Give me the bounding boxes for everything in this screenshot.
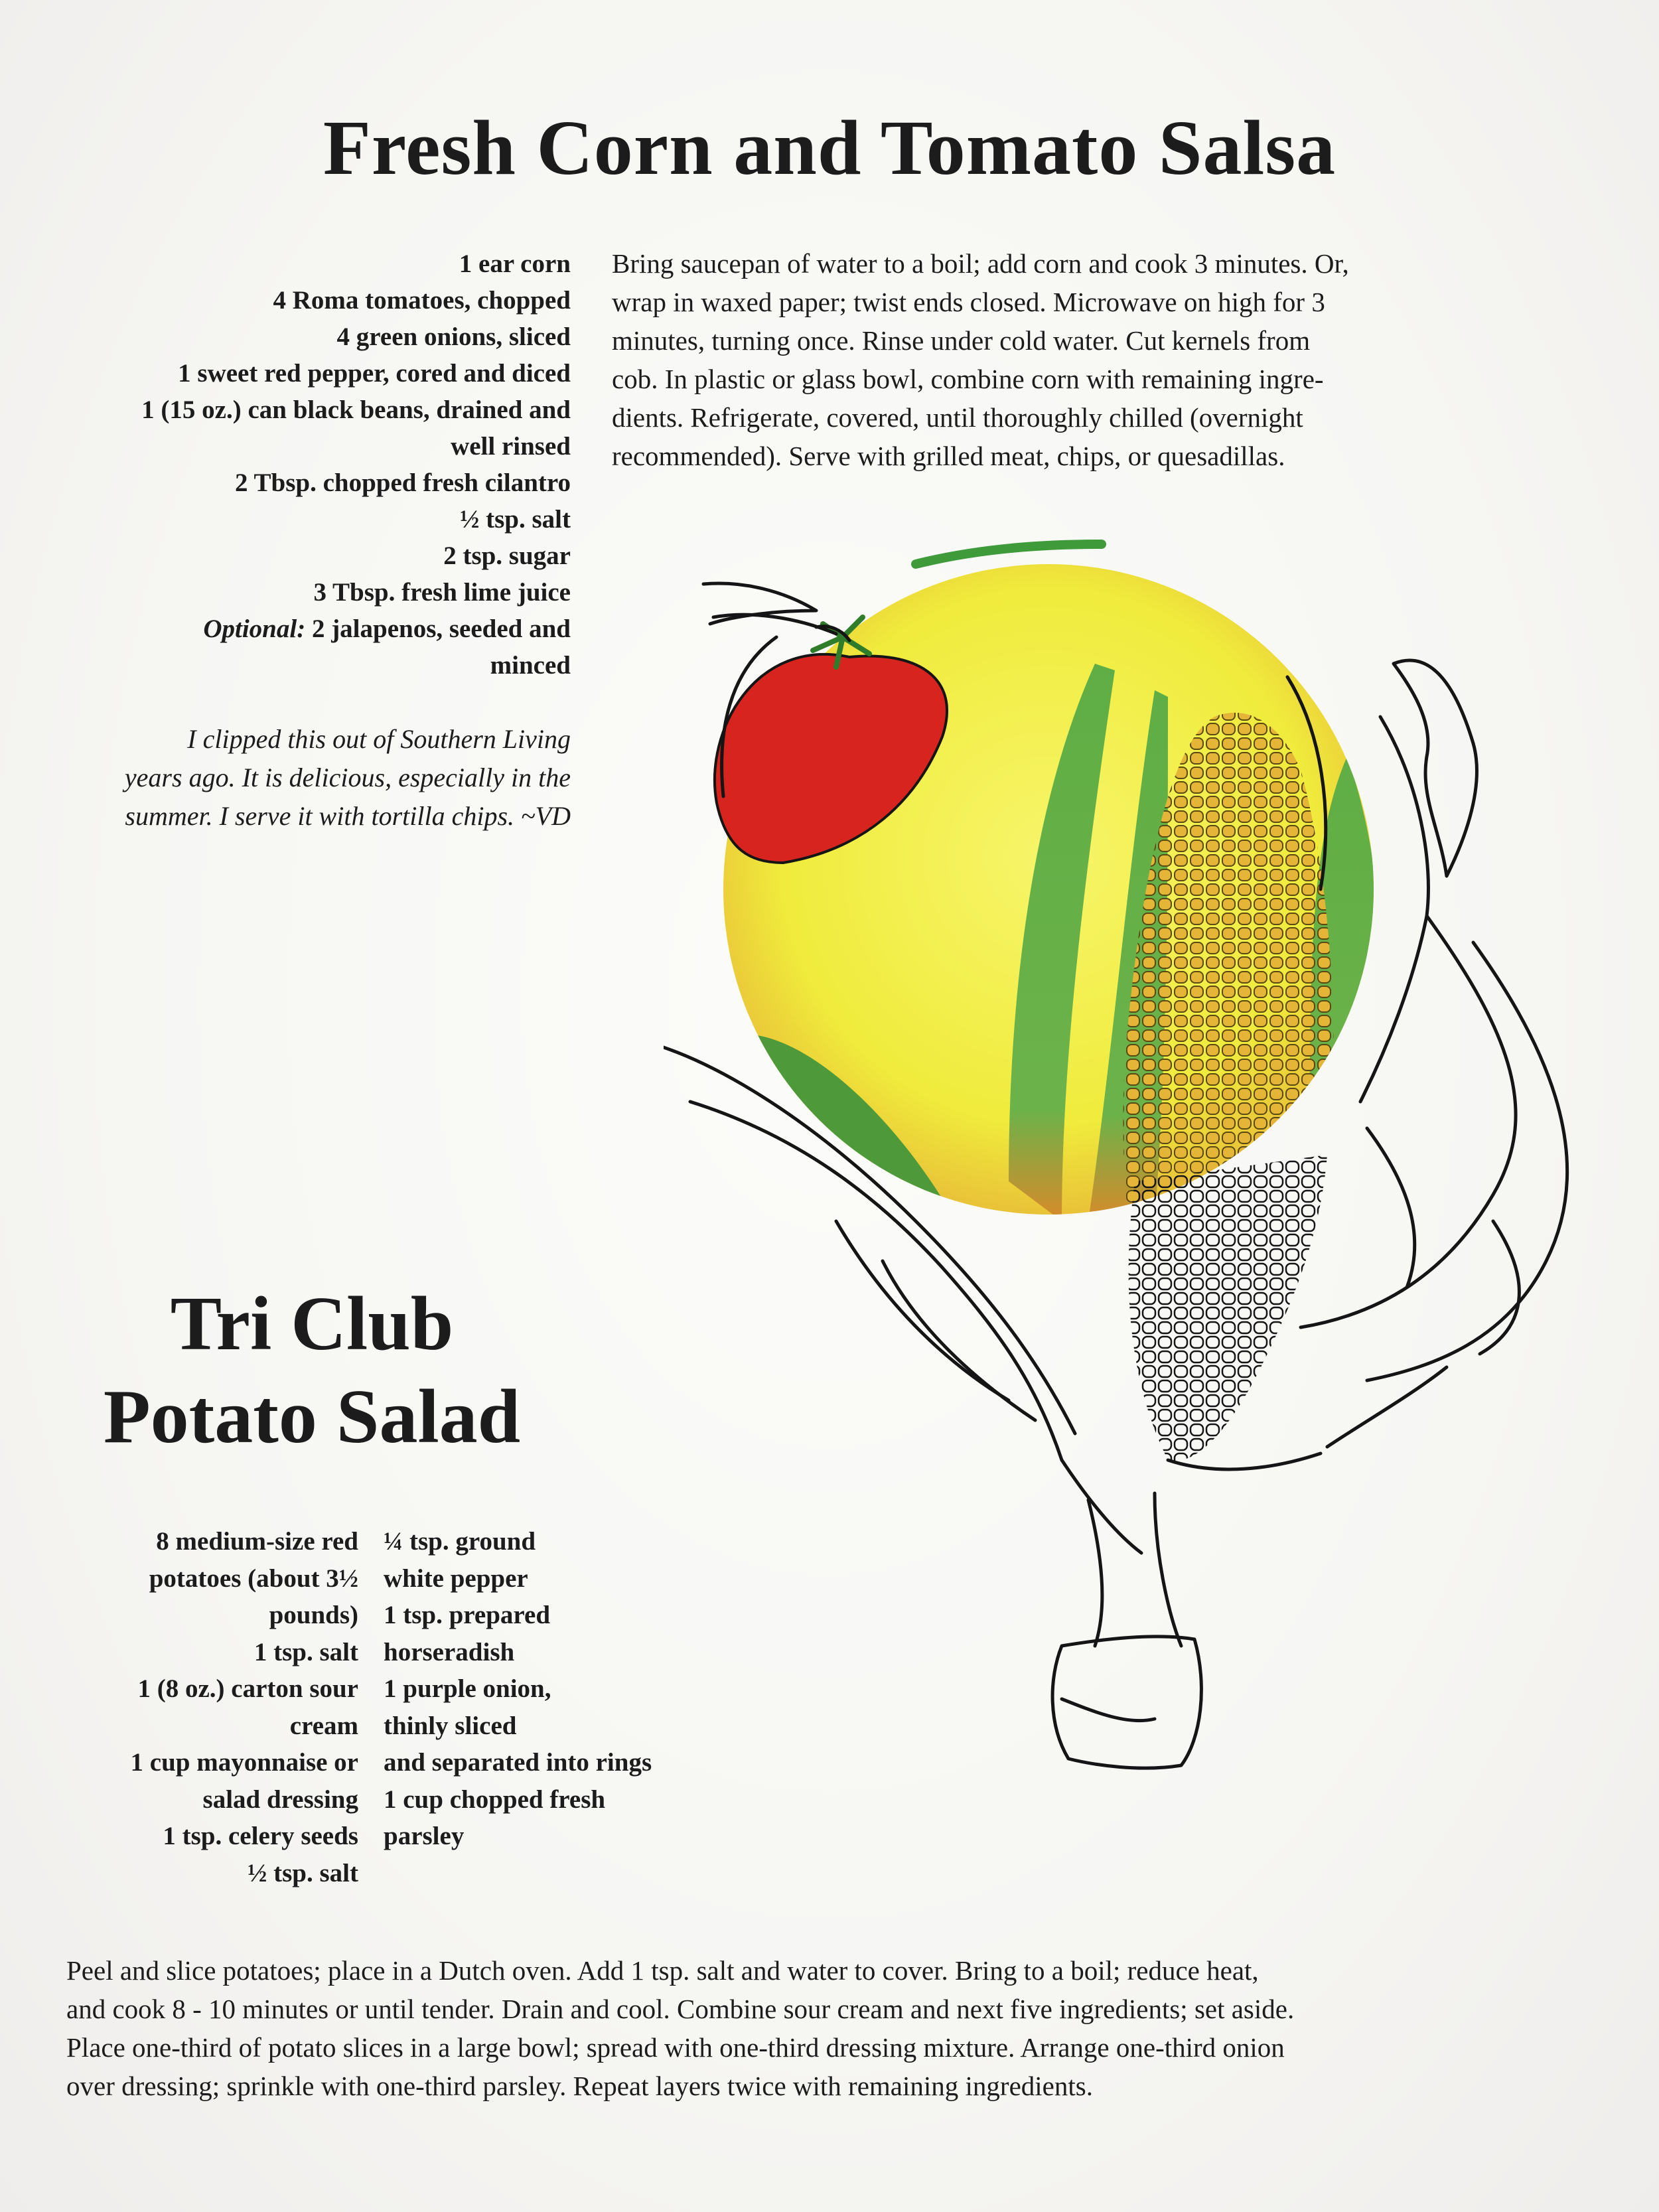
ingredient: 1 (8 oz.) carton sour: [137, 1674, 358, 1703]
ingredient: 4 green onions, sliced: [336, 323, 571, 351]
ingredient: well rinsed: [451, 432, 571, 461]
ingredient: 1 tsp. salt: [253, 1637, 358, 1666]
direction-line: Place one-third of potato slices in a large bowl; spread with one-third dressing mixture. Arrange one-third onion: [66, 2032, 1285, 2063]
potato-directions: [66, 1951, 1626, 2105]
ingredient-optional: [40, 611, 571, 647]
ingredient: cream: [289, 1711, 358, 1740]
ingredient: 1 sweet red pepper, cored and diced: [178, 359, 571, 388]
ingredient: 1 cup mayonnaise or: [130, 1748, 358, 1777]
potato-ingredients-col1: [40, 1523, 358, 1891]
ingredient: thinly sliced: [384, 1711, 517, 1740]
title-line: Tri Club: [170, 1282, 454, 1366]
ingredient-optional-cont: minced: [490, 651, 571, 680]
note-line: summer. I serve it with tortilla chips. ~VD: [125, 801, 571, 831]
salsa-directions: [612, 244, 1541, 475]
potato-salad-title: [40, 1278, 584, 1463]
ingredient: ¼ tsp. ground: [384, 1527, 536, 1556]
ingredient: 2 tsp. sugar: [443, 542, 571, 570]
ingredient: 1 (15 oz.) can black beans, drained and: [141, 396, 571, 424]
ingredient: 2 Tbsp. chopped fresh cilantro: [234, 469, 571, 497]
ingredient: 1 ear corn: [459, 250, 571, 278]
ingredient: 1 cup chopped fresh: [384, 1785, 606, 1814]
ingredient: pounds): [269, 1601, 358, 1629]
salsa-ingredients-list: [40, 246, 571, 684]
title-line: Potato Salad: [103, 1374, 521, 1459]
ingredient: 1 tsp. prepared: [384, 1601, 551, 1629]
note-line: years ago. It is delicious, especially in the: [124, 763, 571, 792]
note-line: I clipped this out of Southern Living: [187, 724, 571, 754]
ingredient: 8 medium-size red: [156, 1527, 358, 1556]
ingredient: salad dressing: [202, 1785, 358, 1814]
direction-line: wrap in waxed paper; twist ends closed. Microwave on high for 3: [612, 287, 1325, 317]
green-onion-stalk: [916, 544, 1102, 564]
direction-line: Bring saucepan of water to a boil; add corn and cook 3 minutes. Or,: [612, 248, 1349, 279]
ingredient: potatoes (about 3½: [149, 1564, 358, 1593]
ingredient: 4 Roma tomatoes, chopped: [273, 286, 571, 315]
ingredient: and separated into rings: [384, 1748, 652, 1777]
direction-line: over dressing; sprinkle with one-third parsley. Repeat layers twice with remaining ingredients.: [66, 2071, 1093, 2101]
direction-line: recommended). Serve with grilled meat, chips, or quesadillas.: [612, 441, 1285, 471]
corn-cob-outline: [1129, 1155, 1327, 1461]
ingredient: ½ tsp. salt: [460, 505, 571, 534]
direction-line: dients. Refrigerate, covered, until thoroughly chilled (overnight: [612, 402, 1303, 433]
optional-text: 2 jalapenos, seeded and: [311, 615, 571, 643]
ingredient: parsley: [384, 1822, 465, 1850]
ingredient: 3 Tbsp. fresh lime juice: [313, 578, 571, 607]
direction-line: minutes, turning once. Rinse under cold water. Cut kernels from: [612, 325, 1311, 356]
optional-label: Optional:: [203, 615, 306, 643]
direction-line: and cook 8 - 10 minutes or until tender. Drain and cool. Combine sour cream and next five ingredients; set aside.: [66, 1994, 1295, 2024]
ingredient: ½ tsp. salt: [248, 1858, 358, 1887]
direction-line: cob. In plastic or glass bowl, combine corn with remaining ingre-: [612, 364, 1324, 394]
direction-line: Peel and slice potatoes; place in a Dutch oven. Add 1 tsp. salt and water to cover. Bring to a boil; reduce heat,: [66, 1955, 1259, 1986]
corn-tomato-illustration: [664, 518, 1626, 1812]
ingredient: white pepper: [384, 1564, 528, 1593]
potato-ingredients-col2: [384, 1523, 755, 1855]
ingredient: horseradish: [384, 1637, 515, 1666]
ingredient: 1 purple onion,: [384, 1674, 551, 1703]
ingredient: 1 tsp. celery seeds: [163, 1822, 358, 1850]
salsa-title: Fresh Corn and Tomato Salsa: [323, 104, 1336, 191]
salsa-note: [60, 720, 571, 836]
